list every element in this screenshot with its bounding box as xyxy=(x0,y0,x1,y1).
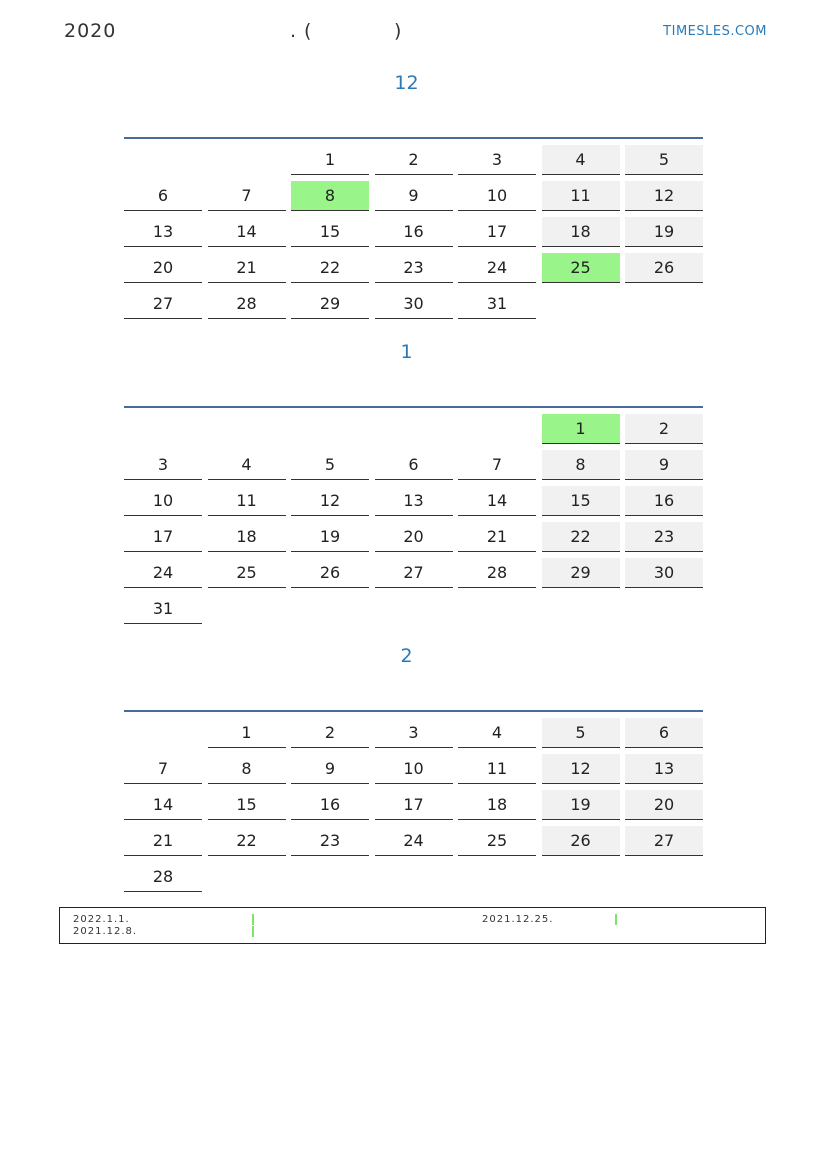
month-label-january: 1 xyxy=(400,341,413,363)
day-cell: 20 xyxy=(625,790,703,820)
day-cell: 20 xyxy=(375,522,453,552)
day-cell: 16 xyxy=(291,790,369,820)
month-label-december: 12 xyxy=(394,72,419,94)
day-cell: 17 xyxy=(458,217,536,247)
day-cell: 17 xyxy=(375,790,453,820)
legend-item: 2021.12.8. xyxy=(73,926,138,937)
day-cell: 18 xyxy=(208,522,286,552)
month-label-february: 2 xyxy=(400,645,413,667)
page-title: 2020 xyxy=(64,20,117,42)
day-cell: 14 xyxy=(458,486,536,516)
day-cell: 6 xyxy=(375,450,453,480)
holiday-marker-icon xyxy=(252,926,254,937)
day-cell: 26 xyxy=(625,253,703,283)
calendar-january xyxy=(124,406,703,618)
day-cell: 28 xyxy=(208,289,286,319)
day-cell: 23 xyxy=(291,826,369,856)
day-cell: 10 xyxy=(124,486,202,516)
day-cell: 8 xyxy=(291,181,369,211)
day-cell: 6 xyxy=(625,718,703,748)
day-cell: 11 xyxy=(208,486,286,516)
day-cell: 9 xyxy=(291,754,369,784)
day-cell: 24 xyxy=(375,826,453,856)
title-paren-close: ) xyxy=(394,20,402,42)
day-cell: 7 xyxy=(124,754,202,784)
day-cell: 3 xyxy=(375,718,453,748)
day-cell: 28 xyxy=(124,862,202,892)
holiday-legend xyxy=(59,907,766,944)
day-cell: 18 xyxy=(542,217,620,247)
day-cell: 25 xyxy=(208,558,286,588)
day-cell: 28 xyxy=(458,558,536,588)
day-cell: 20 xyxy=(124,253,202,283)
day-cell: 5 xyxy=(542,718,620,748)
day-cell: 31 xyxy=(124,594,202,624)
day-cell: 24 xyxy=(124,558,202,588)
day-cell: 12 xyxy=(625,181,703,211)
day-cell: 23 xyxy=(625,522,703,552)
day-cell: 7 xyxy=(458,450,536,480)
day-cell: 4 xyxy=(458,718,536,748)
day-cell: 27 xyxy=(625,826,703,856)
day-cell: 4 xyxy=(542,145,620,175)
brand-link[interactable]: TIMESLES.COM xyxy=(663,24,767,39)
day-cell: 6 xyxy=(124,181,202,211)
day-cell: 17 xyxy=(124,522,202,552)
day-cell: 16 xyxy=(625,486,703,516)
day-cell: 13 xyxy=(375,486,453,516)
day-cell: 10 xyxy=(458,181,536,211)
day-cell: 14 xyxy=(124,790,202,820)
day-cell: 22 xyxy=(208,826,286,856)
day-cell: 26 xyxy=(291,558,369,588)
day-cell: 3 xyxy=(458,145,536,175)
calendar-december xyxy=(124,137,703,313)
day-cell: 30 xyxy=(375,289,453,319)
day-cell: 13 xyxy=(124,217,202,247)
calendar-february xyxy=(124,710,703,886)
legend-item: 2022.1.1. xyxy=(73,914,130,925)
day-cell: 15 xyxy=(291,217,369,247)
day-cell: 19 xyxy=(625,217,703,247)
day-cell: 21 xyxy=(124,826,202,856)
day-cell: 9 xyxy=(375,181,453,211)
day-cell: 19 xyxy=(542,790,620,820)
day-cell: 5 xyxy=(625,145,703,175)
title-paren-open: ( xyxy=(304,20,312,42)
day-cell: 10 xyxy=(375,754,453,784)
holiday-marker-icon xyxy=(252,914,254,925)
day-cell: 9 xyxy=(625,450,703,480)
day-cell: 19 xyxy=(291,522,369,552)
day-cell: 2 xyxy=(625,414,703,444)
day-cell: 15 xyxy=(208,790,286,820)
legend-item: 2021.12.25. xyxy=(482,914,554,925)
day-cell: 3 xyxy=(124,450,202,480)
day-cell: 29 xyxy=(291,289,369,319)
day-cell: 26 xyxy=(542,826,620,856)
day-cell: 18 xyxy=(458,790,536,820)
day-cell: 23 xyxy=(375,253,453,283)
day-cell: 22 xyxy=(542,522,620,552)
day-cell: 13 xyxy=(625,754,703,784)
day-cell: 14 xyxy=(208,217,286,247)
day-cell: 12 xyxy=(291,486,369,516)
day-cell: 21 xyxy=(458,522,536,552)
day-cell: 31 xyxy=(458,289,536,319)
day-cell: 5 xyxy=(291,450,369,480)
day-cell: 25 xyxy=(458,826,536,856)
day-cell: 1 xyxy=(208,718,286,748)
day-cell: 8 xyxy=(208,754,286,784)
day-cell: 12 xyxy=(542,754,620,784)
day-cell: 27 xyxy=(124,289,202,319)
day-cell: 8 xyxy=(542,450,620,480)
day-cell: 1 xyxy=(291,145,369,175)
day-cell: 2 xyxy=(291,718,369,748)
day-cell: 16 xyxy=(375,217,453,247)
day-cell: 25 xyxy=(542,253,620,283)
day-cell: 15 xyxy=(542,486,620,516)
title-dot: . xyxy=(290,20,297,42)
day-cell: 1 xyxy=(542,414,620,444)
day-cell: 30 xyxy=(625,558,703,588)
day-cell: 27 xyxy=(375,558,453,588)
day-cell: 4 xyxy=(208,450,286,480)
day-cell: 24 xyxy=(458,253,536,283)
day-cell: 11 xyxy=(542,181,620,211)
day-cell: 21 xyxy=(208,253,286,283)
day-cell: 2 xyxy=(375,145,453,175)
day-cell: 29 xyxy=(542,558,620,588)
holiday-marker-icon xyxy=(615,914,617,925)
day-cell: 7 xyxy=(208,181,286,211)
day-cell: 22 xyxy=(291,253,369,283)
day-cell: 11 xyxy=(458,754,536,784)
